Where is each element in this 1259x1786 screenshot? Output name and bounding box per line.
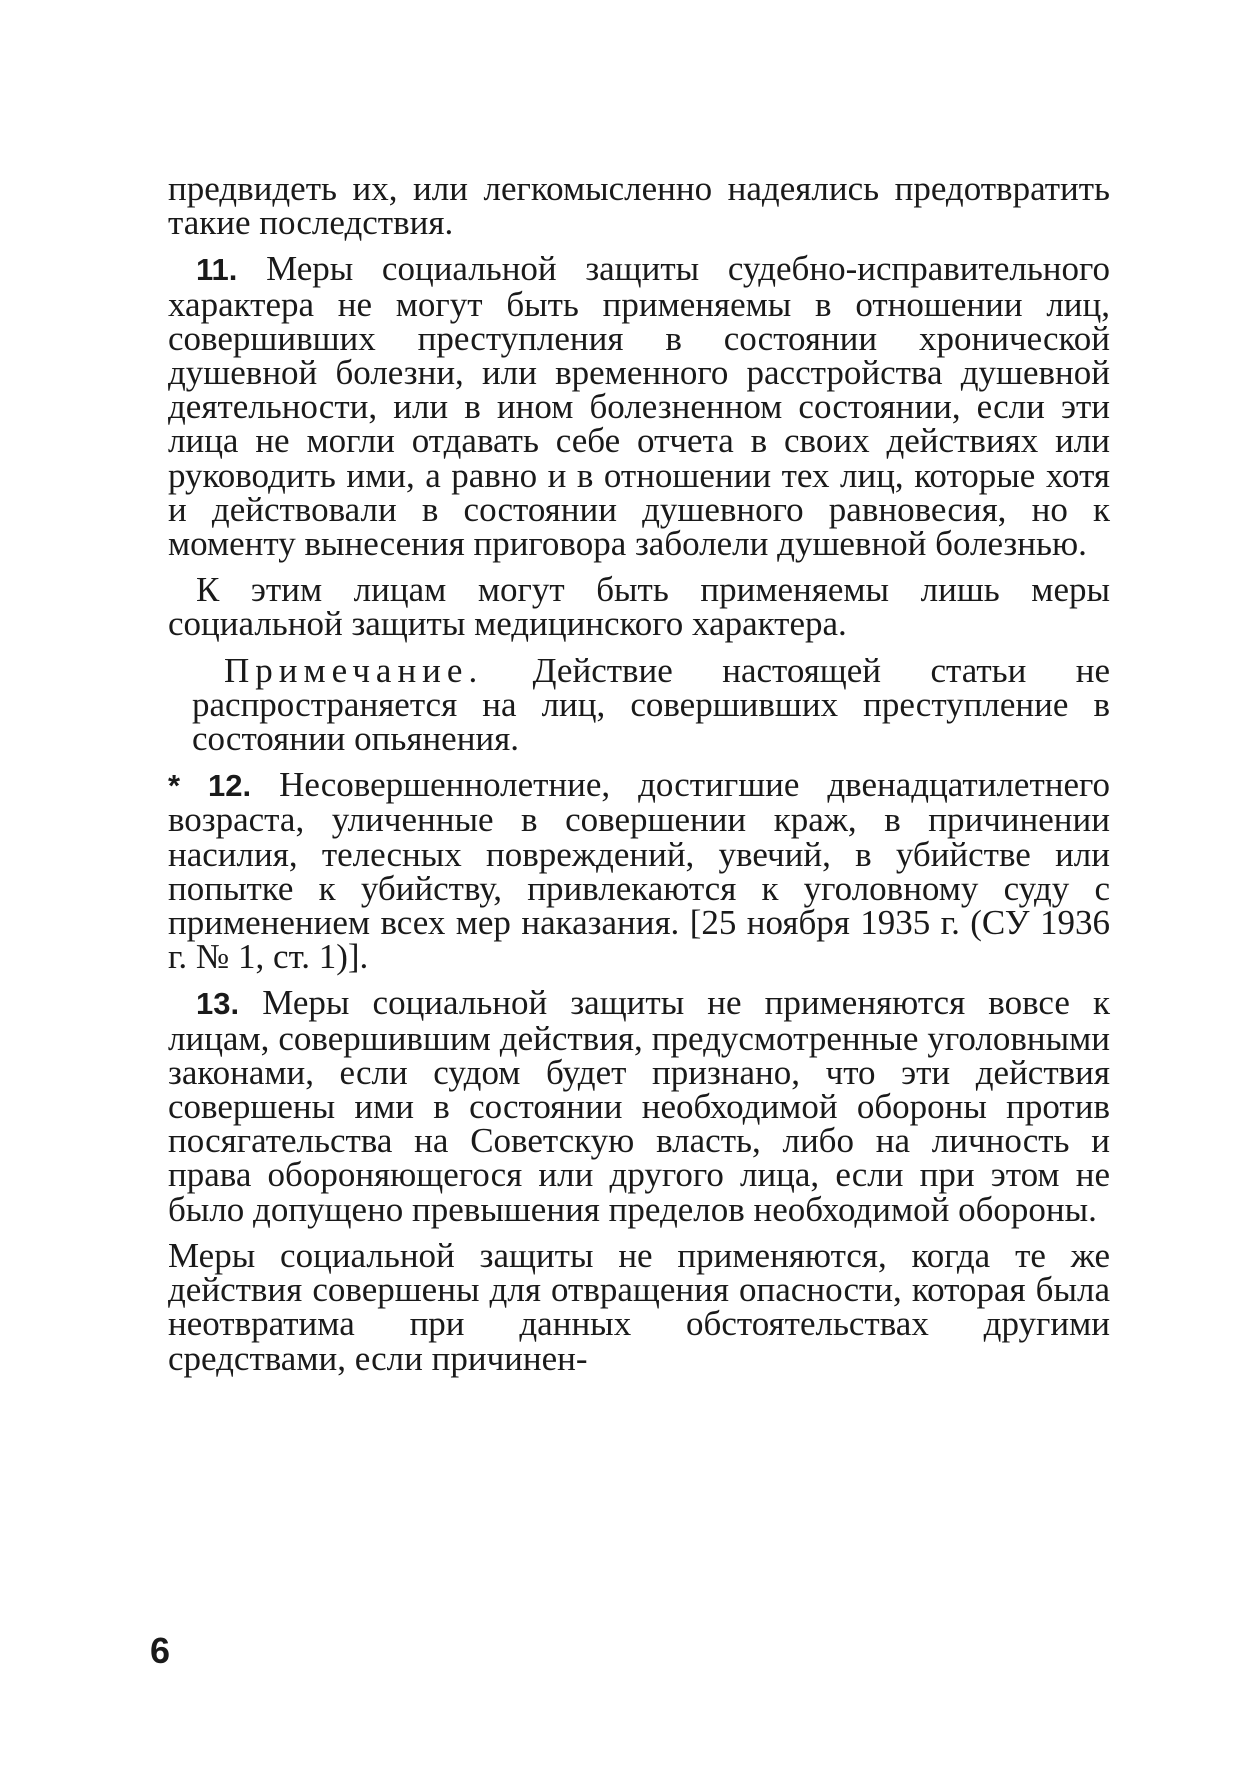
article-13-text: Меры социальной защиты не применяются вовсе к лицам, совершившим действия, предусмотренные уголовными законами, если судом будет признано, что эти действия совершены ими в состоянии необходимой обороны против посягательства на Советскую власть, либо на личность и права обороняющегося или другого лица, если при этом не было допущено превышения пределов необходимой обороны. — [168, 983, 1110, 1229]
article-12-marker: * — [168, 768, 181, 804]
body-text — [168, 169, 1111, 1378]
article-11 — [168, 249, 1111, 564]
note-label: Примечание. — [224, 650, 484, 690]
article-13-second-paragraph: Меры социальной защиты не применяются, когда те же действия совершены для отвращения опасности, которая была неотвратима при данных обстоятельствах другими средствами, если причинен- — [168, 1235, 1110, 1378]
continuation-paragraph: предвидеть их, или легкомысленно надеялись предотвратить такие последствия. — [168, 169, 1110, 243]
article-11-note — [168, 650, 1110, 759]
article-11-second-paragraph: К этим лицам могут быть применяемы лишь меры социальной защиты медицинского характера. — [168, 570, 1110, 644]
page-number: 6 — [150, 1630, 171, 1671]
article-13-number: 13. — [196, 986, 240, 1022]
article-12-text: Несовершеннолетние, достигшие двенадцатилетнего возраста, уличенные в совершении краж, в причинении насилия, телесных повреждений, увечий, в убийстве или попытке к убийству, привлекаются к уголовному суду с применением всех мер наказания. [25 ноября 1935 г. (СУ 1936 г. № 1, ст. 1)]. — [168, 765, 1111, 977]
article-11-number: 11. — [196, 252, 238, 288]
article-13 — [168, 983, 1110, 1229]
note-text: Действие настоящей статьи не распространяется на лиц, совершивших преступление в состоянии опьянения. — [192, 650, 1110, 759]
article-11-text: Меры социальной защиты судебно-исправительного характера не могут быть применяемы в отношении лиц, совершивших преступления в состоянии хронической душевной болезни, или временного расстройства душевной деятельности, или в ином болезненном состоянии, если эти лица не могли отдавать себе отчета в своих действиях или руководить ими, а равно и в отношении тех лиц, которые хотя и действовали в состоянии душевного равновесия, но к моменту вынесения приговора заболели душевной болезнью. — [168, 249, 1111, 564]
article-12-number: 12. — [208, 768, 252, 804]
article-12 — [168, 765, 1111, 977]
